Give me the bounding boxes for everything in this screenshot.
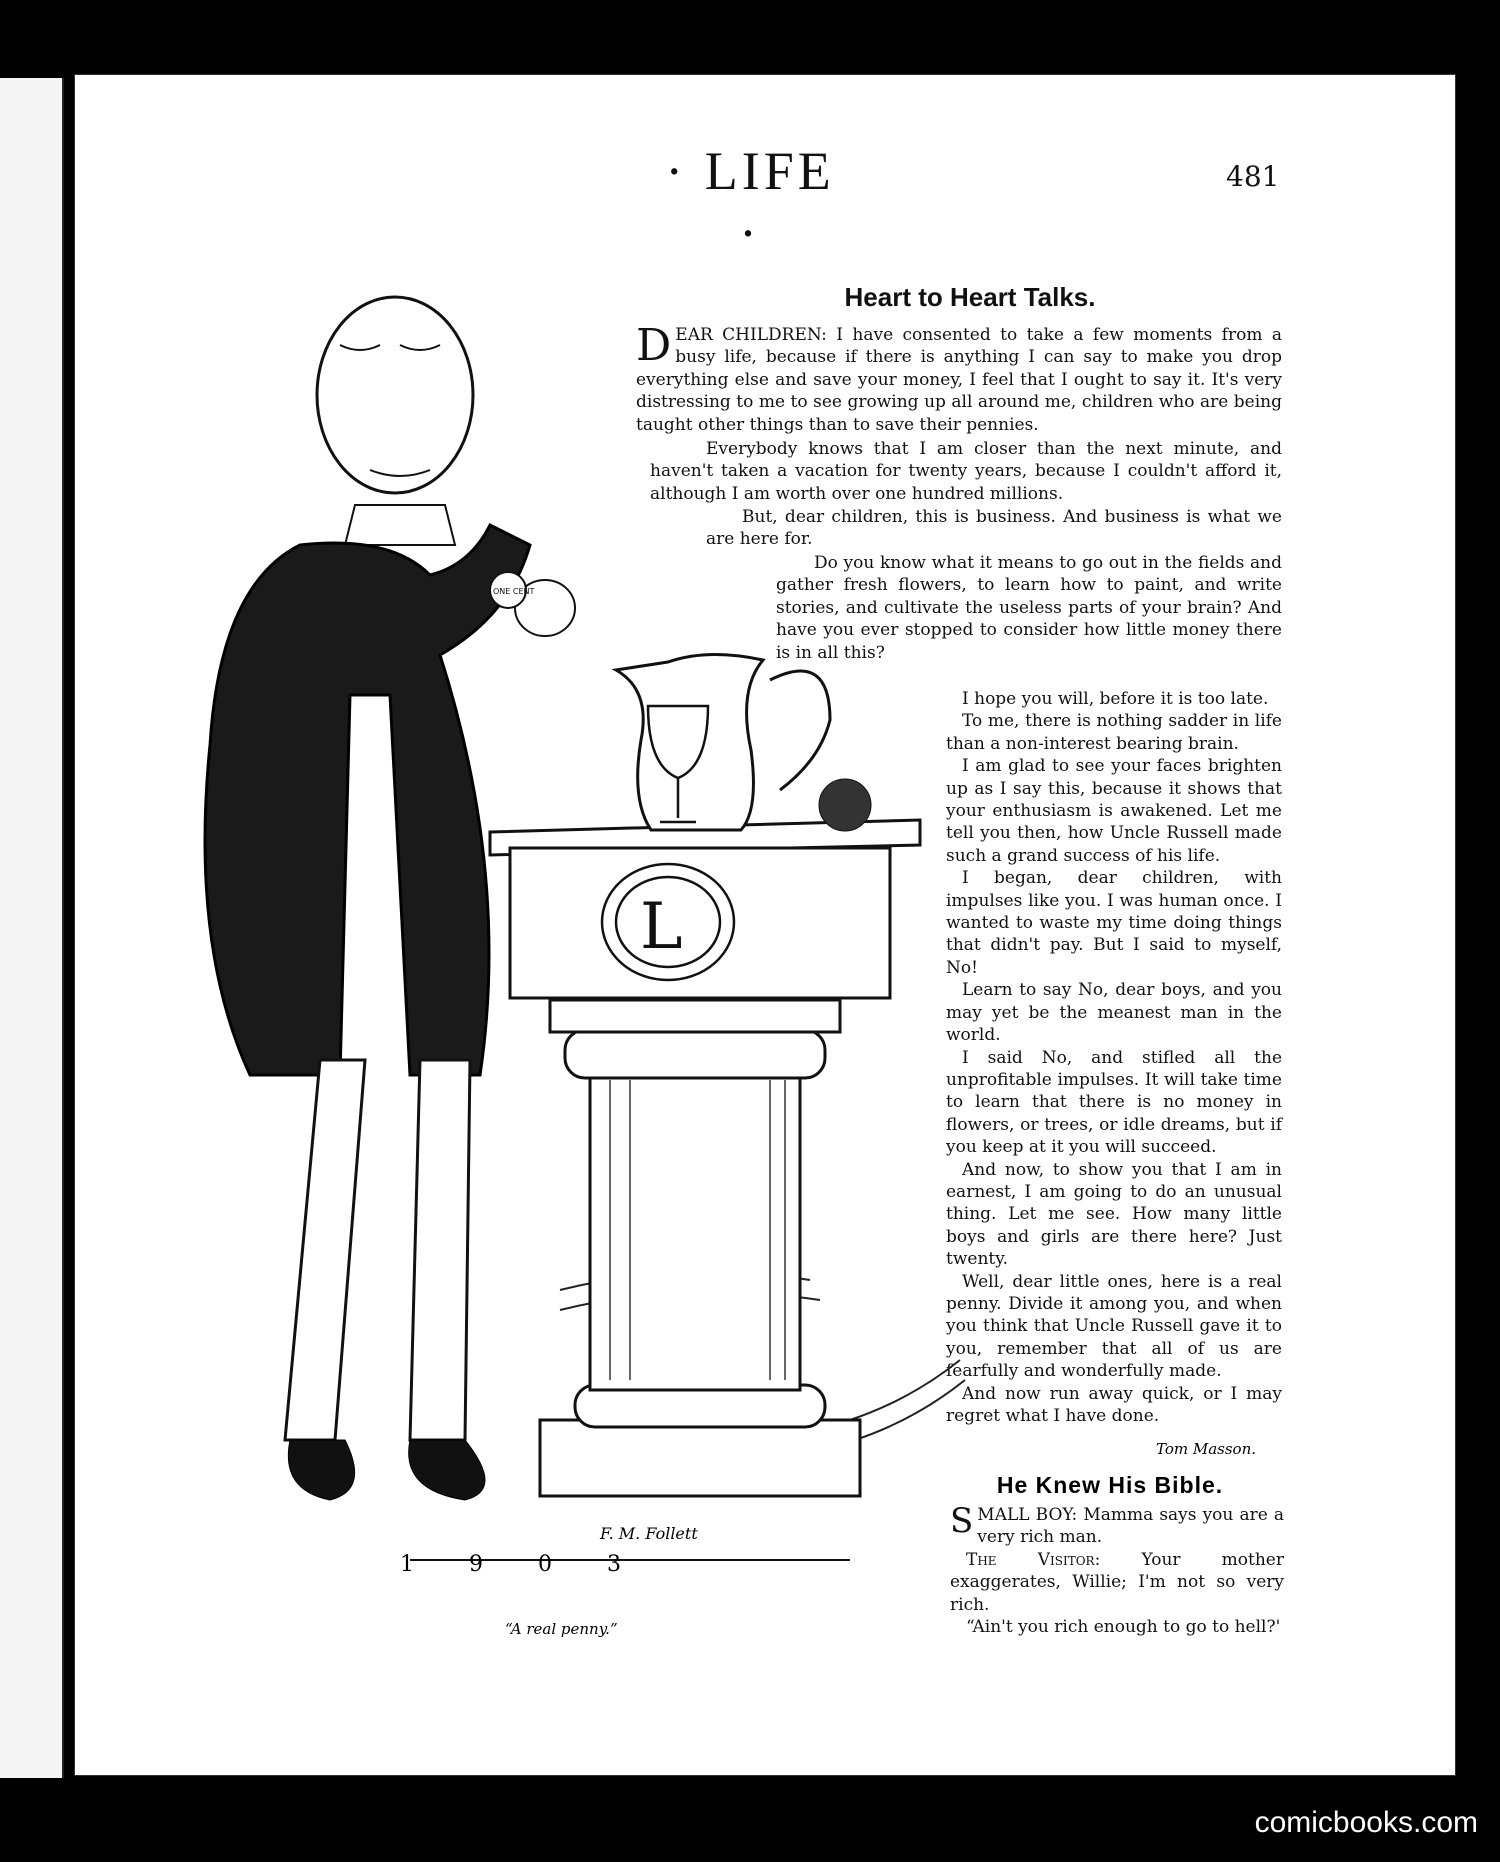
- article-signature: Tom Masson.: [1156, 1440, 1257, 1458]
- article-column: I hope you will, before it is too late. To me, there is nothing sadder in life than a non-interest bearing brain. I am glad to see your faces brighten up as I say this, because it shows that your enthusiasm is awakened. Let me tell you then, how Uncle Russell made such a grand success of his life. I began, dear children, with impulses like you. I was human once. I wanted to waste my time doing things that didn't pay. But I said to myself, No! Learn to say No, dear boys, and you may yet be the meanest man in the world. I said No, and stifled all the unprofitable impulses. It will take time to learn that there is no money in flowers, or trees, or idle dreams, but if you keep at it you will succeed. And now, to show you that I am in earnest, I am going to do an unusual thing. Let me see. How many little boys and girls are there here? Just twenty. Well, dear little ones, here is a real penny. Divide it among you, and when you think that Uncle Russell gave it to you, remember that all of us are fearfully and wonderfully made. And now run away quick, or I may regret what I have done.: [946, 689, 1282, 1426]
- artist-signature: 1 9 0 3: [400, 1552, 645, 1577]
- article-paragraph-3: But, dear children, this is business. And business is what we are here for.: [706, 507, 1282, 550]
- pitcher: [616, 654, 830, 830]
- page-number: 481: [1226, 160, 1280, 193]
- second-article-body: SMALL BOY: Mamma says you are a very rich man. The Visitor: Your mother exaggerates, Willie; I'm not so very rich. “Ain't you rich enough to go to hell?': [950, 1501, 1284, 1638]
- article-paragraph-1: DEAR CHILDREN: I have consented to take a few moments from a busy life, because if there is anything I can say to make you drop everything else and save your money, I feel that I ought to say it. It's very distressing to me to see growing up all around me, children who are being taught other things than to save their pennies.: [636, 320, 1282, 435]
- apple: [819, 779, 871, 831]
- illustration-caption: “A real penny.”: [505, 1620, 618, 1638]
- watermark: comicbooks.com: [1254, 1806, 1478, 1839]
- drop-cap: D: [636, 320, 672, 371]
- drop-cap-s: S: [950, 1501, 974, 1541]
- artist-name: F. M. Follett: [600, 1524, 698, 1543]
- coin-text: ONE CENT: [493, 587, 535, 596]
- second-article-title: He Knew His Bible.: [996, 1472, 1224, 1498]
- article-paragraph-4: Do you know what it means to go out in the fields and gather fresh flowers, to learn how to paint, and write stories, and cultivate the useless parts of your brain? And have you ever stopped to consider how little money there is in all this?: [776, 553, 1282, 663]
- article-title: Heart to Heart Talks.: [844, 282, 1096, 312]
- article-paragraph-2: Everybody knows that I am closer than the next minute, and haven't taken a vacation for twenty years, because I couldn't afford it, although I am worth over one hundred millions.: [650, 439, 1282, 504]
- masthead: · LIFE ·: [665, 141, 835, 263]
- svg-text:L: L: [640, 890, 683, 964]
- pedestal: [540, 1000, 860, 1496]
